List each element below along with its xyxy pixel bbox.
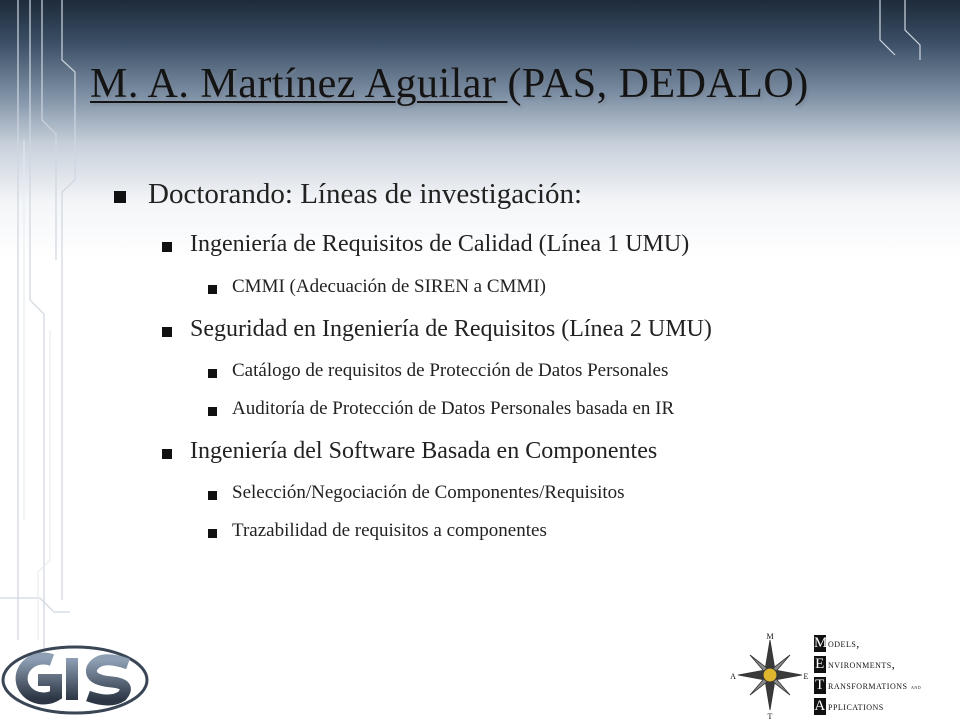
bullet-item — [190, 316, 712, 343]
bullet-text: Auditoría de Protección de Datos Personales basada en IR — [232, 398, 675, 419]
bullet-item — [232, 482, 625, 504]
compass-n: M — [766, 632, 774, 641]
bullet-text: Ingeniería de Requisitos de Calidad (Línea 1 UMU) — [190, 231, 690, 257]
bullet-square-icon — [208, 369, 217, 378]
meta-line: E nvironments, — [815, 656, 896, 672]
bullet-item — [232, 276, 546, 298]
bullet-square-icon — [208, 285, 217, 294]
bullet-text: CMMI (Adecuación de SIREN a CMMI) — [232, 276, 546, 297]
bullet-square-icon — [162, 327, 172, 337]
gis-logo — [0, 640, 150, 720]
bullet-square-icon — [114, 191, 126, 203]
bullet-square-icon — [208, 491, 217, 500]
bullet-item — [148, 178, 582, 211]
meta-logo — [814, 633, 960, 720]
title-name: M. A. Martínez Aguilar — [90, 61, 508, 107]
bullet-text: Seguridad en Ingeniería de Requisitos (Línea 2 UMU) — [190, 316, 712, 342]
meta-line: A pplications — [814, 698, 884, 714]
bullet-square-icon — [208, 407, 217, 416]
compass-rose-icon — [728, 630, 812, 720]
compass-e: E — [803, 672, 809, 681]
bullet-square-icon — [208, 529, 217, 538]
title-affiliation: (PAS, DEDALO) — [507, 61, 809, 107]
bullet-square-icon — [162, 242, 172, 252]
bullet-item — [232, 360, 668, 382]
bullet-square-icon — [162, 449, 172, 459]
compass-w: A — [730, 672, 736, 681]
meta-line: T ransformations and — [815, 677, 922, 693]
bullet-item — [190, 231, 689, 258]
bullet-text: Trazabilidad de requisitos a componentes — [232, 520, 547, 541]
compass-s: T — [767, 712, 773, 720]
bullet-text: Catálogo de requisitos de Protección de Datos Personales — [232, 360, 669, 381]
slide-title — [90, 60, 809, 108]
bullet-item — [232, 520, 547, 542]
bullet-text: Doctorando: Líneas de investigación: — [148, 178, 583, 210]
bullet-text: Ingeniería del Software Basada en Componentes — [190, 438, 658, 464]
bullet-item — [190, 438, 657, 465]
bullet-item — [232, 398, 674, 420]
bullet-text: Selección/Negociación de Componentes/Requisitos — [232, 482, 625, 503]
meta-line: Models, — [814, 635, 860, 651]
